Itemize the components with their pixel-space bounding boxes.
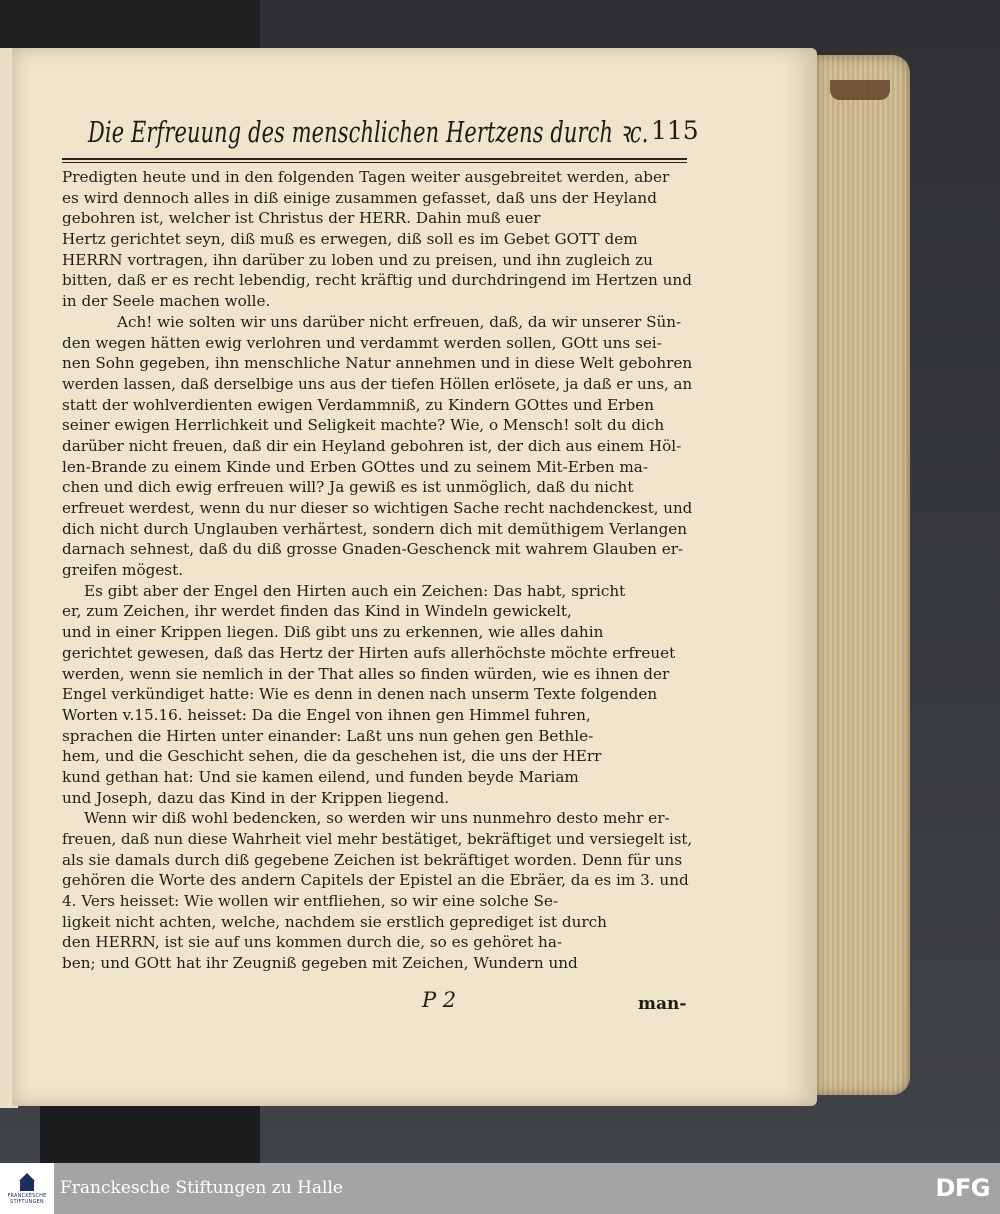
- logo-text-1: FRANCKESCHE: [7, 1192, 47, 1199]
- text-line: hem, und die Geschicht sehen, die da geschehen ist, die uns der HErr: [62, 747, 602, 766]
- header-rule-thin: [62, 162, 687, 163]
- dfg-logo[interactable]: DFG: [935, 1174, 990, 1202]
- text-line: chen und dich ewig erfreuen will? Ja gewiß es ist unmöglich, daß du nicht: [62, 478, 634, 497]
- text-line: darüber nicht freuen, daß dir ein Heyland gebohren ist, der dich aus einem Höl-: [62, 436, 682, 455]
- text-line: den HERRN, ist sie auf uns kommen durch die, so es gehöret ha-: [62, 933, 563, 952]
- running-header: Die Erfreuung des menschlichen Hertzens durch ꝛc.: [88, 115, 649, 149]
- text-line: er, zum Zeichen, ihr werdet finden das Kind in Windeln gewickelt,: [62, 602, 572, 621]
- text-line: ligkeit nicht achten, welche, nachdem sie erstlich geprediget ist durch: [62, 912, 607, 931]
- text-line: es wird dennoch alles in diß einige zusammen gefasset, daß uns der Heyland: [62, 188, 657, 207]
- text-line: und in einer Krippen liegen. Diß gibt uns zu erkennen, wie alles dahin: [62, 623, 604, 642]
- page-number: 115: [651, 116, 699, 145]
- text-line: kund gethan hat: Und sie kamen eilend, und funden beyde Mariam: [62, 767, 579, 786]
- book-page-edges: [815, 55, 910, 1095]
- signature-mark: P 2: [422, 988, 457, 1012]
- institution-name[interactable]: Franckesche Stiftungen zu Halle: [60, 1178, 343, 1198]
- text-line: gebohren ist, welcher ist Christus der HERR. Dahin muß euer: [62, 209, 541, 228]
- text-line: seiner ewigen Herrlichkeit und Seligkeit machte? Wie, o Mensch! solt du dich: [62, 416, 665, 435]
- building-icon: [16, 1173, 38, 1193]
- text-line: statt der wohlverdienten ewigen Verdammniß, zu Kindern GOttes und Erben: [62, 395, 654, 414]
- text-line: werden lassen, daß derselbige uns aus der tiefen Höllen erlösete, ja daß er uns, an: [62, 374, 693, 393]
- text-line: Hertz gerichtet seyn, diß muß es erwegen, diß soll es im Gebet GOTT dem: [62, 230, 638, 249]
- logo-text-2: STIFTUNGEN: [10, 1198, 44, 1205]
- text-line: erfreuet werdest, wenn du nur dieser so wichtigen Sache recht nachdenckest, und: [62, 499, 693, 517]
- text-line: sprachen die Hirten unter einander: Laßt uns nun gehen gen Bethle-: [62, 726, 594, 745]
- text-line: ben; und GOtt hat ihr Zeugniß gegeben mit Zeichen, Wundern und: [62, 954, 578, 973]
- header-rule: [62, 158, 687, 160]
- catchword: man-: [638, 994, 687, 1014]
- text-line: Wenn wir diß wohl bedencken, so werden wir uns nunmehro desto mehr er-: [84, 809, 670, 828]
- text-line: Ach! wie solten wir uns darüber nicht erfreuen, daß, da wir unserer Sün-: [117, 312, 682, 331]
- text-line: 4. Vers heisset: Wie wollen wir entfliehen, so wir eine solche Se-: [62, 892, 559, 911]
- footer-bar: [0, 1163, 1000, 1214]
- page-body-text: [62, 167, 692, 974]
- text-line: dich nicht durch Unglauben verhärtest, sondern dich mit demüthigem Verlangen: [62, 519, 688, 538]
- text-line: gehören die Worte des andern Capitels der Epistel an die Ebräer, da es im 3. und: [62, 871, 689, 890]
- text-line: darnach sehnest, daß du diß grosse Gnaden-Geschenck mit wahrem Glauben er-: [62, 540, 684, 559]
- text-line: Predigten heute und in den folgenden Tagen weiter ausgebreitet werden, aber: [62, 168, 670, 186]
- text-line: gerichtet gewesen, daß das Hertz der Hirten aufs allerhöchste möchte erfreuet: [62, 643, 676, 662]
- text-line: den wegen hätten ewig verlohren und verdammt werden sollen, GOtt uns sei-: [62, 333, 662, 352]
- text-line: als sie damals durch diß gegebene Zeichen ist bekräftiget worden. Denn für uns: [62, 850, 683, 869]
- text-line: Engel verkündiget hatte: Wie es denn in denen nach unserm Texte folgenden: [62, 685, 658, 704]
- text-line: nen Sohn gegeben, ihn menschliche Natur annehmen und in diese Welt gebohren: [62, 354, 693, 373]
- institution-logo[interactable]: [0, 1163, 54, 1214]
- text-line: greifen mögest.: [62, 561, 184, 580]
- text-line: Es gibt aber der Engel den Hirten auch ein Zeichen: Das habt, spricht: [84, 581, 626, 600]
- text-line: und Joseph, dazu das Kind in der Krippen liegend.: [62, 788, 450, 807]
- text-line: freuen, daß nun diese Wahrheit viel mehr bestätiget, bekräftiget und versiegelt ist,: [62, 830, 693, 848]
- text-line: Worten v.15.16. heisset: Da die Engel von ihnen gen Himmel fuhren,: [62, 705, 591, 724]
- text-line: bitten, daß er es recht lebendig, recht kräftig und durchdringend im Hertzen und: [62, 271, 692, 290]
- book-cover-corner: [830, 80, 890, 100]
- text-line: in der Seele machen wolle.: [62, 292, 271, 311]
- text-line: len-Brande zu einem Kinde und Erben GOttes und zu seinem Mit-Erben ma-: [62, 457, 648, 476]
- text-line: HERRN vortragen, ihn darüber zu loben und zu preisen, und ihn zugleich zu: [62, 250, 653, 269]
- text-line: werden, wenn sie nemlich in der That alles so finden würden, wie es ihnen der: [62, 664, 670, 683]
